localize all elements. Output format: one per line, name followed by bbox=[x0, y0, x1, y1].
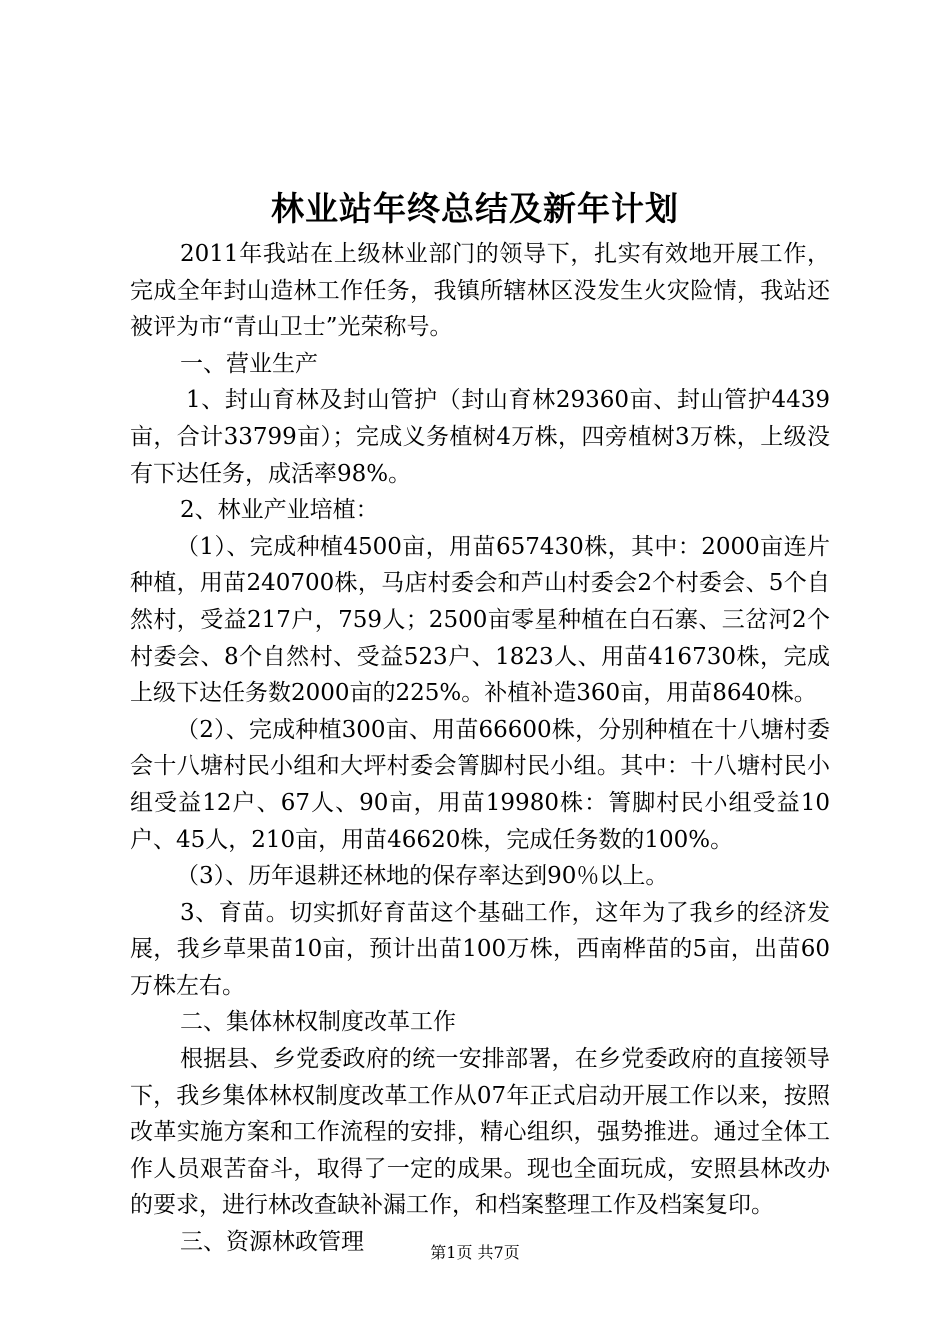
paragraph-intro: 2011年我站在上级林业部门的领导下，扎实有效地开展工作，完成全年封山造林工作任务，我镇所辖林区没发生火灾险情，我站还被评为市“青山卫士”光荣称号。 bbox=[130, 241, 830, 341]
heading-section-1: 一、营业生产 bbox=[180, 350, 318, 377]
heading-section-2: 二、集体林权制度改革工作 bbox=[180, 1009, 456, 1036]
document-body bbox=[130, 236, 830, 1261]
paragraph-item-3: 3、育苗。切实抓好育苗这个基础工作，这年为了我乡的经济发展，我乡草果苗10亩，预计出苗100万株，西南桦苗的5亩，出苗60万株左右。 bbox=[130, 899, 830, 999]
paragraph-subitem-1: （1）、完成种植4500亩，用苗657430株，其中：2000亩连片种植，用苗240700株，马店村委会和芦山村委会2个村委会、5个自然村，受益217户，759人；2500亩零星种植在白石寨、三岔河2个村委会、8个自然村、受益523户、1823人、用苗416730株，完成上级下达任务数2000亩的225%。补植补造360亩，用苗8640株。 bbox=[130, 533, 830, 707]
paragraph-item-1: 1、封山育林及封山管护（封山育林29360亩、封山管护4439亩，合计33799亩）；完成义务植树4万株，四旁植树3万株，上级没有下达任务，成活率98%。 bbox=[130, 387, 830, 487]
paragraph-subitem-2: （2）、完成种植300亩、用苗66600株，分别种植在十八塘村委会十八塘村民小组和大坪村委会箐脚村民小组。其中：十八塘村民小组受益12户、67人、90亩，用苗19980株：箐脚村民小组受益10户、45人，210亩，用苗46620株，完成任务数的100%。 bbox=[130, 716, 830, 853]
paragraph-item-2: 2、林业产业培植： bbox=[180, 497, 379, 524]
document-title: 林业站年终总结及新年计划 bbox=[271, 189, 679, 228]
heading-section-3: 三、资源林政管理 bbox=[180, 1229, 364, 1256]
page-footer: 第1页 共7页 bbox=[430, 1243, 520, 1262]
paragraph-section-2: 根据县、乡党委政府的统一安排部署，在乡党委政府的直接领导下，我乡集体林权制度改革工作从07年正式启动开展工作以来，按照改革实施方案和工作流程的安排，精心组织，强势推进。通过全体工作人员艰苦奋斗，取得了一定的成果。现也全面玩成，安照县林改办的要求，进行林改查缺补漏工作，和档案整理工作及档案复印。 bbox=[130, 1046, 830, 1219]
paragraph-subitem-3: （3）、历年退耕还林地的保存率达到90％以上。 bbox=[176, 863, 669, 890]
